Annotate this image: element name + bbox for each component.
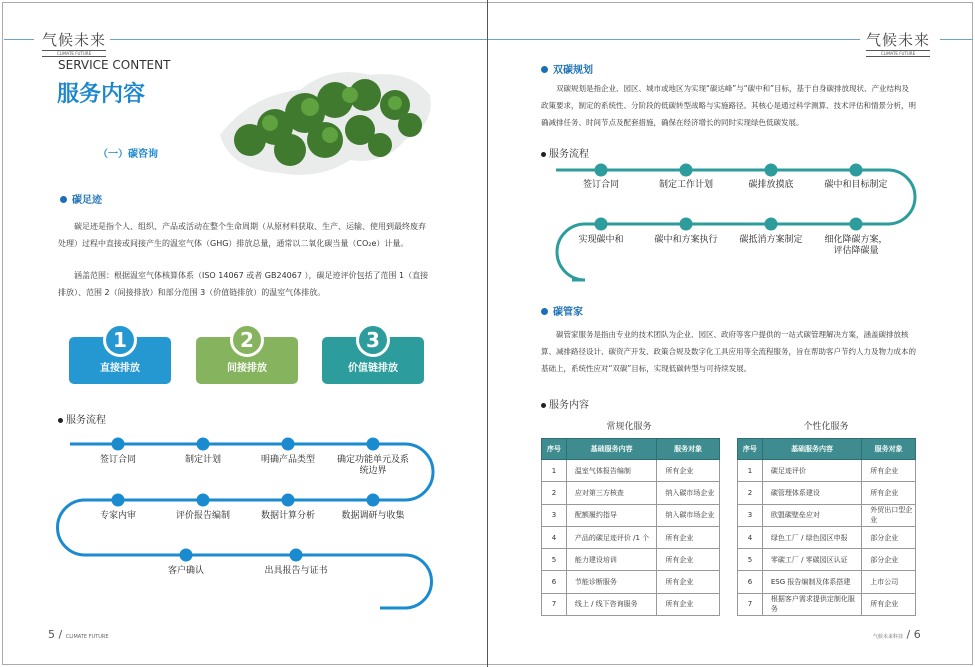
process-step: 数据调研与收集 (341, 511, 405, 521)
column-header: 序号 (738, 439, 763, 460)
table-cell: 1 (542, 460, 567, 482)
table-cell: 所有企业 (657, 593, 720, 615)
table-cell: 上市公司 (862, 571, 916, 593)
process-step: 出具报告与证书 (264, 566, 328, 576)
table-cell: 5 (542, 549, 567, 571)
process-step: 实现碳中和 (578, 235, 624, 245)
process-step: 确定功能单元及系统边界 (337, 455, 410, 476)
table-row (738, 571, 916, 593)
process-step: 客户确认 (167, 566, 205, 576)
column-header: 基础服务内容 (762, 439, 861, 460)
table-cell: 所有企业 (862, 593, 916, 615)
table-cell: 部分企业 (862, 549, 916, 571)
table-cell: 2 (738, 482, 763, 504)
table-cell: 所有企业 (862, 482, 916, 504)
process-step: 评价报告编制 (175, 511, 231, 521)
process-step: 明确产品类型 (260, 455, 316, 465)
table-cell: 碳足迹评价 (762, 460, 861, 482)
column-header: 序号 (542, 439, 567, 460)
page-number-left: 5 / CLIMATE FUTURE (48, 628, 109, 641)
table-cell: 所有企业 (657, 549, 720, 571)
process-step: 数据计算分析 (260, 511, 316, 521)
table-cell: 6 (542, 571, 567, 593)
table-cell: 6 (738, 571, 763, 593)
table-cell: 所有企业 (657, 460, 720, 482)
table-cell: 4 (542, 526, 567, 548)
table-cell: 5 (738, 549, 763, 571)
table-cell: 节能诊断服务 (566, 571, 656, 593)
table-cell: 绿色工厂 / 绿色园区申报 (762, 526, 861, 548)
carbon-manager-heading: 碳管家 (541, 303, 583, 318)
process-step: 碳中和方案执行 (654, 235, 718, 245)
process-step: 专家内审 (99, 511, 137, 521)
process-node (680, 218, 693, 231)
carbon-manager-paragraph: 碳管家服务是指由专业的技术团队为企业、园区、政府等客户提供的一站式碳管理解决方案，涵盖碳排放核算、减排路径设计、碳资产开发、政策合规及数字化工具应用等全流程服务，旨在帮助客户节约人力及物力成本的基础上，系统性应对“双碳”目标，实现低碳转型与可持续发展。 (541, 330, 916, 373)
table-cell: 3 (738, 504, 763, 526)
table-cell: 7 (738, 593, 763, 615)
table-cell: 部分企业 (862, 526, 916, 548)
scope-box-1: 1 直接排放 (69, 337, 171, 384)
table-cell: 欧盟碳壁垒应对 (762, 504, 861, 526)
table-row (542, 482, 720, 504)
scope-box-2: 2 间接排放 (196, 337, 298, 384)
service-content-title: 服务内容 (541, 396, 589, 411)
table-cell: 所有企业 (657, 571, 720, 593)
process-node (595, 164, 608, 177)
process-step: 碳排放摸底 (748, 180, 794, 190)
table-cell: 1 (738, 460, 763, 482)
table-cell: 根据客户需求提供定制化服务 (762, 593, 861, 615)
table-cell: 配额履约指导 (566, 504, 656, 526)
logo: 气候未来 CLIMATE FUTURE (866, 31, 931, 56)
table-header-row (738, 439, 916, 460)
table-cell: 零碳工厂 / 零碳园区认证 (762, 549, 861, 571)
logo: 气候未来 CLIMATE FUTURE (42, 31, 107, 56)
table-row (542, 460, 720, 482)
table-cell: 7 (542, 593, 567, 615)
scope-paragraph: 涵盖范围：根据温室气体核算体系（ISO 14067 或者 GB24067 ），碳足迹评价包括了范围 1（直接排放）、范围 2（间接排放）和部分范围 3（价值链排放）的温室气体排放。 (58, 271, 429, 297)
process-title: 服务流程 (541, 145, 589, 160)
process-step: 碳中和目标制定 (824, 180, 888, 190)
process-step: 碳抵消方案制定 (739, 235, 803, 245)
process-title: 服务流程 (58, 411, 106, 426)
footprint-heading: 碳足迹 (60, 191, 102, 206)
process-node (850, 164, 863, 177)
scope-box-3: 3 价值链排放 (322, 337, 424, 384)
page-title: 服务内容 (57, 82, 146, 107)
process-node (850, 218, 863, 231)
table-cell: 碳管理体系建设 (762, 482, 861, 504)
regular-service-title: 常规化服务 (606, 422, 652, 432)
table-row (542, 593, 720, 615)
process-node (765, 218, 778, 231)
table-row (542, 549, 720, 571)
table-cell: 应对第三方核查 (566, 482, 656, 504)
table-cell: 3 (542, 504, 567, 526)
table-cell: 纳入碳市场企业 (657, 482, 720, 504)
process-node (595, 218, 608, 231)
column-header: 基础服务内容 (566, 439, 656, 460)
table-cell: 产品的碳足迹评价 /1 个 (566, 526, 656, 548)
custom-service-title: 个性化服务 (803, 422, 849, 432)
table-cell: ESG 报告编制及体系搭建 (762, 571, 861, 593)
process-step: 制定计划 (184, 455, 222, 465)
page-number-right: 气候未来科技 / 6 (873, 628, 921, 641)
process-step: 签订合同 (582, 180, 620, 190)
process-step: 签订合同 (99, 455, 137, 465)
dual-carbon-heading: 双碳规划 (541, 61, 593, 76)
table-cell: 所有企业 (657, 526, 720, 548)
table-cell: 能力建设培训 (566, 549, 656, 571)
table-row (738, 482, 916, 504)
custom-service-table (737, 438, 916, 616)
table-row (738, 460, 916, 482)
process-node (765, 164, 778, 177)
table-row (738, 593, 916, 615)
table-row (542, 571, 720, 593)
table-cell: 纳入碳市场企业 (657, 504, 720, 526)
table-cell: 4 (738, 526, 763, 548)
column-header: 服务对象 (657, 439, 720, 460)
table-cell: 线上 / 线下咨询服务 (566, 593, 656, 615)
column-header: 服务对象 (862, 439, 916, 460)
process-node (680, 164, 693, 177)
table-row (738, 526, 916, 548)
regular-service-table (541, 438, 720, 616)
dual-carbon-paragraph: 双碳规划是指企业、园区、城市或地区为实现“碳达峰”与“碳中和”目标，基于自身碳排放现状、产业结构及政策要求，制定的系统性、分阶段的低碳转型战略与实施路径。其核心是通过科学测算、技术评估和情景分析，明确减排任务、时间节点及配套措施，确保在经济增长的同时实现绿色低碳发展。 (541, 84, 916, 127)
table-row (738, 504, 916, 526)
table-row (542, 504, 720, 526)
table-cell: 温室气体报告编制 (566, 460, 656, 482)
table-header-row (542, 439, 720, 460)
section-heading: （一）碳咨询 (98, 149, 158, 160)
title-en: SERVICE CONTENT (58, 58, 171, 72)
table-row (542, 526, 720, 548)
footprint-paragraph: 碳足迹是指个人、组织、产品或活动在整个生命周期（从原材料获取、生产、运输、使用到最终废弃处理）过程中直接或间接产生的温室气体（GHG）排放总量，通常以二氧化碳当量（CO₂e）计量。 (58, 222, 426, 248)
process-step: 细化降碳方案，评估降碳量 (824, 235, 888, 256)
table-cell: 所有企业 (862, 460, 916, 482)
process-step: 制定工作计划 (658, 180, 714, 190)
table-cell: 外贸出口型企业 (862, 504, 916, 526)
table-row (738, 549, 916, 571)
table-cell: 2 (542, 482, 567, 504)
